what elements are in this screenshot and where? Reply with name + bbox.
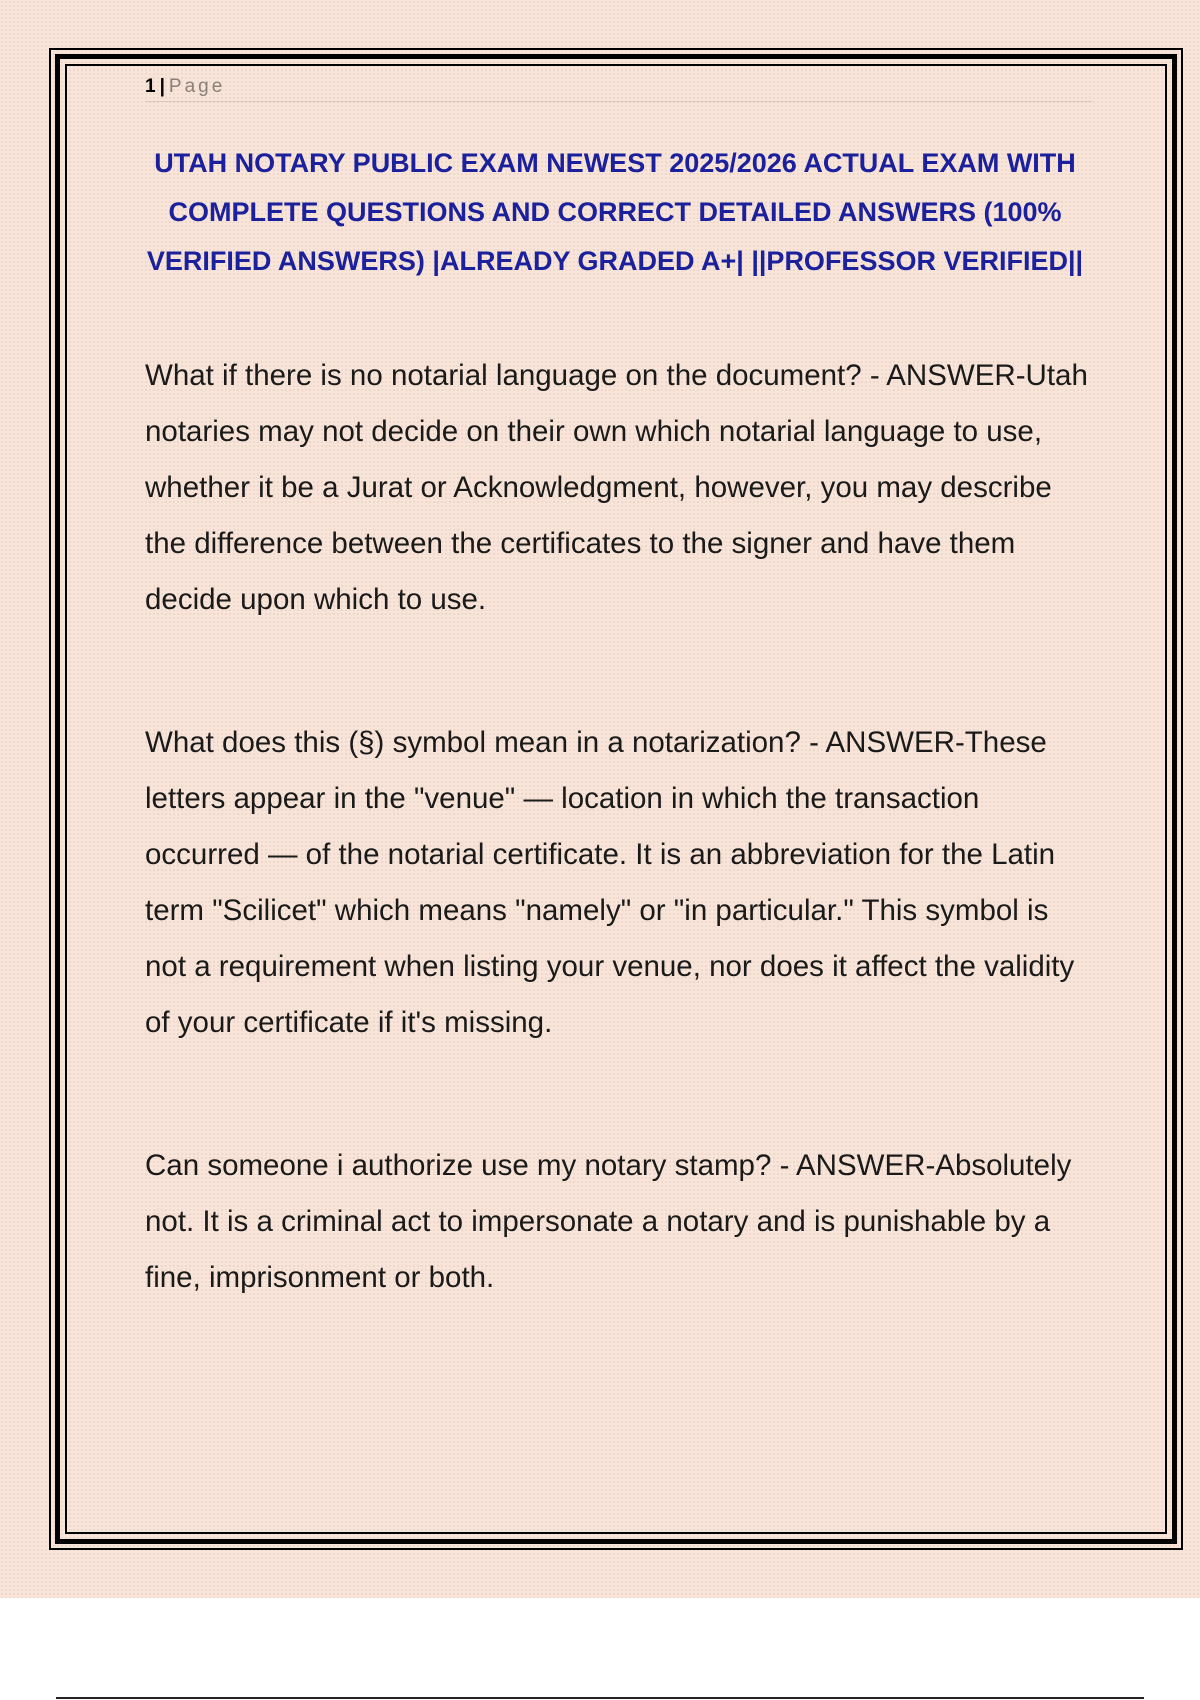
page-number: 1 — [145, 76, 156, 97]
page-header — [145, 72, 1092, 102]
qa-item-section-symbol: What does this (§) symbol mean in a notarization? - ANSWER-These letters appear in the "venue" — location in which the transaction occurred — of the notarial certificate. It is an abbreviation for the Latin term "Scilicet" which means "namely" or "in particular." This symbol is not a requirement when listing your venue, nor does it affect the validity of your certificate if it's missing. — [145, 726, 1075, 1039]
next-page-rule — [56, 1697, 1144, 1699]
document-body — [145, 348, 1090, 1393]
qa-item-no-notarial-language: What if there is no notarial language on the document? - ANSWER-Utah notaries may not decide on their own which notarial language to use, whether it be a Jurat or Acknowledgment, however, you may describe the difference between the certificates to the signer and have them decide upon which to use. — [145, 359, 1088, 616]
qa-item-notary-stamp: Can someone i authorize use my notary stamp? - ANSWER-Absolutely not. It is a criminal act to impersonate a notary and is punishable by a fine, imprisonment or both. — [145, 1149, 1072, 1294]
page-separator: | — [159, 76, 165, 97]
page-label: Page — [168, 76, 226, 97]
document-title: UTAH NOTARY PUBLIC EXAM NEWEST 2025/2026 ACTUAL EXAM WITH COMPLETE QUESTIONS AND CORRECT DETAILED ANSWERS (100% VERIFIED ANSWERS) |ALREADY GRADED A+| ||PROFESSOR VERIFIED|| — [146, 148, 1084, 276]
